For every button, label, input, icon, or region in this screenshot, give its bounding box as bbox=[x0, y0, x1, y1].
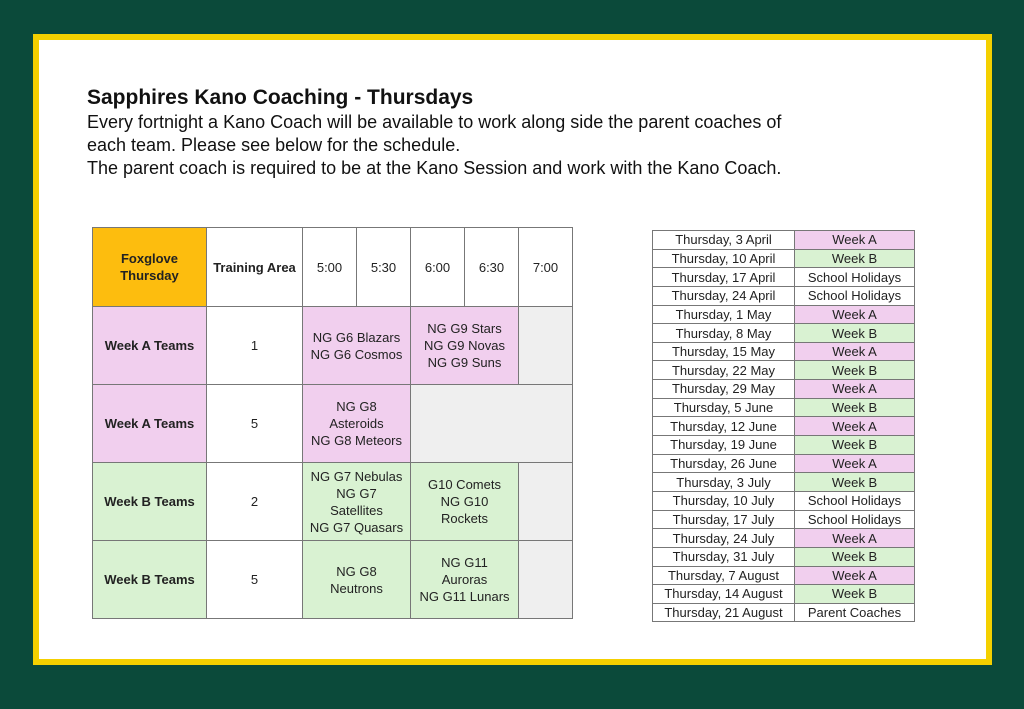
date-row bbox=[653, 491, 915, 510]
date-cell: Thursday, 10 April bbox=[653, 249, 795, 268]
date-cell: Thursday, 10 July bbox=[653, 491, 795, 510]
grid-header-row bbox=[93, 228, 573, 307]
slot-700-empty bbox=[519, 307, 573, 385]
week-cell: Week B bbox=[795, 324, 915, 343]
training-area-cell: 1 bbox=[207, 307, 303, 385]
week-cell: School Holidays bbox=[795, 268, 915, 287]
week-cell: Week B bbox=[795, 473, 915, 492]
date-row bbox=[653, 380, 915, 399]
time-header-700: 7:00 bbox=[519, 228, 573, 307]
row-label: Week A Teams bbox=[93, 307, 207, 385]
team-name: Rockets bbox=[441, 511, 488, 526]
date-schedule-table bbox=[652, 230, 915, 622]
grid-row-week-b-area-2 bbox=[93, 463, 573, 541]
date-row bbox=[653, 547, 915, 566]
team-name: Asteroids bbox=[329, 416, 384, 431]
slot-700-empty bbox=[519, 463, 573, 541]
week-cell: School Holidays bbox=[795, 491, 915, 510]
week-cell: Week A bbox=[795, 342, 915, 361]
date-cell: Thursday, 17 April bbox=[653, 268, 795, 287]
week-cell: Week A bbox=[795, 231, 915, 250]
training-area-cell: 5 bbox=[207, 385, 303, 463]
time-header-500: 5:00 bbox=[303, 228, 357, 307]
week-cell: Week B bbox=[795, 361, 915, 380]
intro-line-2: each team. Please see below for the schedule. bbox=[87, 135, 461, 155]
slot-500-cell bbox=[303, 541, 411, 619]
date-row bbox=[653, 231, 915, 250]
date-cell: Thursday, 24 April bbox=[653, 286, 795, 305]
date-cell: Thursday, 26 June bbox=[653, 454, 795, 473]
week-cell: Parent Coaches bbox=[795, 603, 915, 622]
team-name: G10 Comets bbox=[428, 477, 501, 492]
week-cell: Week A bbox=[795, 566, 915, 585]
team-name: NG G7 bbox=[336, 485, 377, 501]
week-cell: Week A bbox=[795, 454, 915, 473]
week-cell: Week A bbox=[795, 529, 915, 548]
week-cell: School Holidays bbox=[795, 286, 915, 305]
team-name: NG G9 Stars bbox=[427, 321, 502, 336]
team-name: NG G9 Suns bbox=[427, 355, 502, 370]
date-cell: Thursday, 12 June bbox=[653, 417, 795, 436]
team-name: NG G11 Lunars bbox=[419, 589, 510, 604]
date-row bbox=[653, 268, 915, 287]
team-name: NG G7 Nebulas bbox=[310, 468, 403, 484]
row-label: Week B Teams bbox=[93, 541, 207, 619]
slot-500-cell bbox=[303, 307, 411, 385]
schedule-card bbox=[33, 34, 992, 665]
corner-line-1: Foxglove bbox=[120, 251, 179, 266]
slot-600-cell bbox=[411, 541, 519, 619]
row-label: Week B Teams bbox=[93, 463, 207, 541]
date-row bbox=[653, 324, 915, 343]
week-cell: Week A bbox=[795, 380, 915, 399]
team-name: NG G7 Quasars bbox=[309, 519, 404, 535]
training-area-header: Training Area bbox=[207, 228, 303, 307]
team-name: NG G8 bbox=[336, 563, 377, 579]
week-cell: Week A bbox=[795, 305, 915, 324]
training-area-cell: 2 bbox=[207, 463, 303, 541]
week-cell: Week B bbox=[795, 398, 915, 417]
slot-600-cell bbox=[411, 463, 519, 541]
row-label: Week A Teams bbox=[93, 385, 207, 463]
date-cell: Thursday, 21 August bbox=[653, 603, 795, 622]
team-name: NG G6 Blazars bbox=[312, 329, 401, 345]
date-row bbox=[653, 436, 915, 455]
training-grid bbox=[92, 227, 573, 619]
week-cell: Week B bbox=[795, 436, 915, 455]
date-cell: Thursday, 24 July bbox=[653, 529, 795, 548]
date-row bbox=[653, 585, 915, 604]
page-title: Sapphires Kano Coaching - Thursdays bbox=[87, 86, 474, 109]
training-area-cell: 5 bbox=[207, 541, 303, 619]
slot-600-empty bbox=[411, 385, 573, 463]
intro-line-3: The parent coach is required to be at the Kano Session and work with the Kano Coach. bbox=[87, 158, 782, 178]
grid-row-week-a-area-5 bbox=[93, 385, 573, 463]
date-cell: Thursday, 3 April bbox=[653, 231, 795, 250]
team-name: Auroras bbox=[441, 572, 488, 587]
date-row bbox=[653, 361, 915, 380]
date-cell: Thursday, 22 May bbox=[653, 361, 795, 380]
date-row bbox=[653, 473, 915, 492]
slot-600-cell bbox=[411, 307, 519, 385]
date-cell: Thursday, 31 July bbox=[653, 547, 795, 566]
date-cell: Thursday, 15 May bbox=[653, 342, 795, 361]
date-row bbox=[653, 529, 915, 548]
week-cell: School Holidays bbox=[795, 510, 915, 529]
date-cell: Thursday, 5 June bbox=[653, 398, 795, 417]
time-header-530: 5:30 bbox=[357, 228, 411, 307]
team-name: NG G6 Cosmos bbox=[310, 346, 403, 362]
date-row bbox=[653, 398, 915, 417]
date-row bbox=[653, 305, 915, 324]
week-cell: Week A bbox=[795, 417, 915, 436]
corner-line-2: Thursday bbox=[120, 268, 179, 283]
date-cell: Thursday, 29 May bbox=[653, 380, 795, 399]
foxglove-thursday-cell bbox=[93, 228, 207, 307]
week-cell: Week B bbox=[795, 547, 915, 566]
team-name: NG G11 bbox=[441, 555, 488, 570]
time-header-600: 6:00 bbox=[411, 228, 465, 307]
date-row bbox=[653, 454, 915, 473]
team-name: NG G9 Novas bbox=[424, 338, 505, 353]
date-cell: Thursday, 3 July bbox=[653, 473, 795, 492]
team-name: NG G8 Meteors bbox=[310, 433, 403, 448]
slot-700-empty bbox=[519, 541, 573, 619]
team-name: NG G8 bbox=[336, 399, 377, 414]
date-row bbox=[653, 342, 915, 361]
date-row bbox=[653, 510, 915, 529]
slot-500-cell bbox=[303, 385, 411, 463]
grid-row-week-a-area-1 bbox=[93, 307, 573, 385]
time-header-630: 6:30 bbox=[465, 228, 519, 307]
week-cell: Week B bbox=[795, 249, 915, 268]
date-row bbox=[653, 603, 915, 622]
date-cell: Thursday, 8 May bbox=[653, 324, 795, 343]
heading-block bbox=[87, 84, 947, 180]
week-cell: Week B bbox=[795, 585, 915, 604]
team-name: Satellites bbox=[330, 502, 383, 518]
intro-line-1: Every fortnight a Kano Coach will be available to work along side the parent coaches of bbox=[87, 112, 782, 132]
date-row bbox=[653, 417, 915, 436]
team-name: NG G10 bbox=[440, 494, 489, 509]
date-cell: Thursday, 17 July bbox=[653, 510, 795, 529]
team-name: Neutrons bbox=[330, 580, 383, 596]
date-row bbox=[653, 249, 915, 268]
date-cell: Thursday, 19 June bbox=[653, 436, 795, 455]
slot-500-cell bbox=[303, 463, 411, 541]
date-row bbox=[653, 286, 915, 305]
date-cell: Thursday, 14 August bbox=[653, 585, 795, 604]
date-row bbox=[653, 566, 915, 585]
grid-row-week-b-area-5 bbox=[93, 541, 573, 619]
date-cell: Thursday, 7 August bbox=[653, 566, 795, 585]
date-cell: Thursday, 1 May bbox=[653, 305, 795, 324]
